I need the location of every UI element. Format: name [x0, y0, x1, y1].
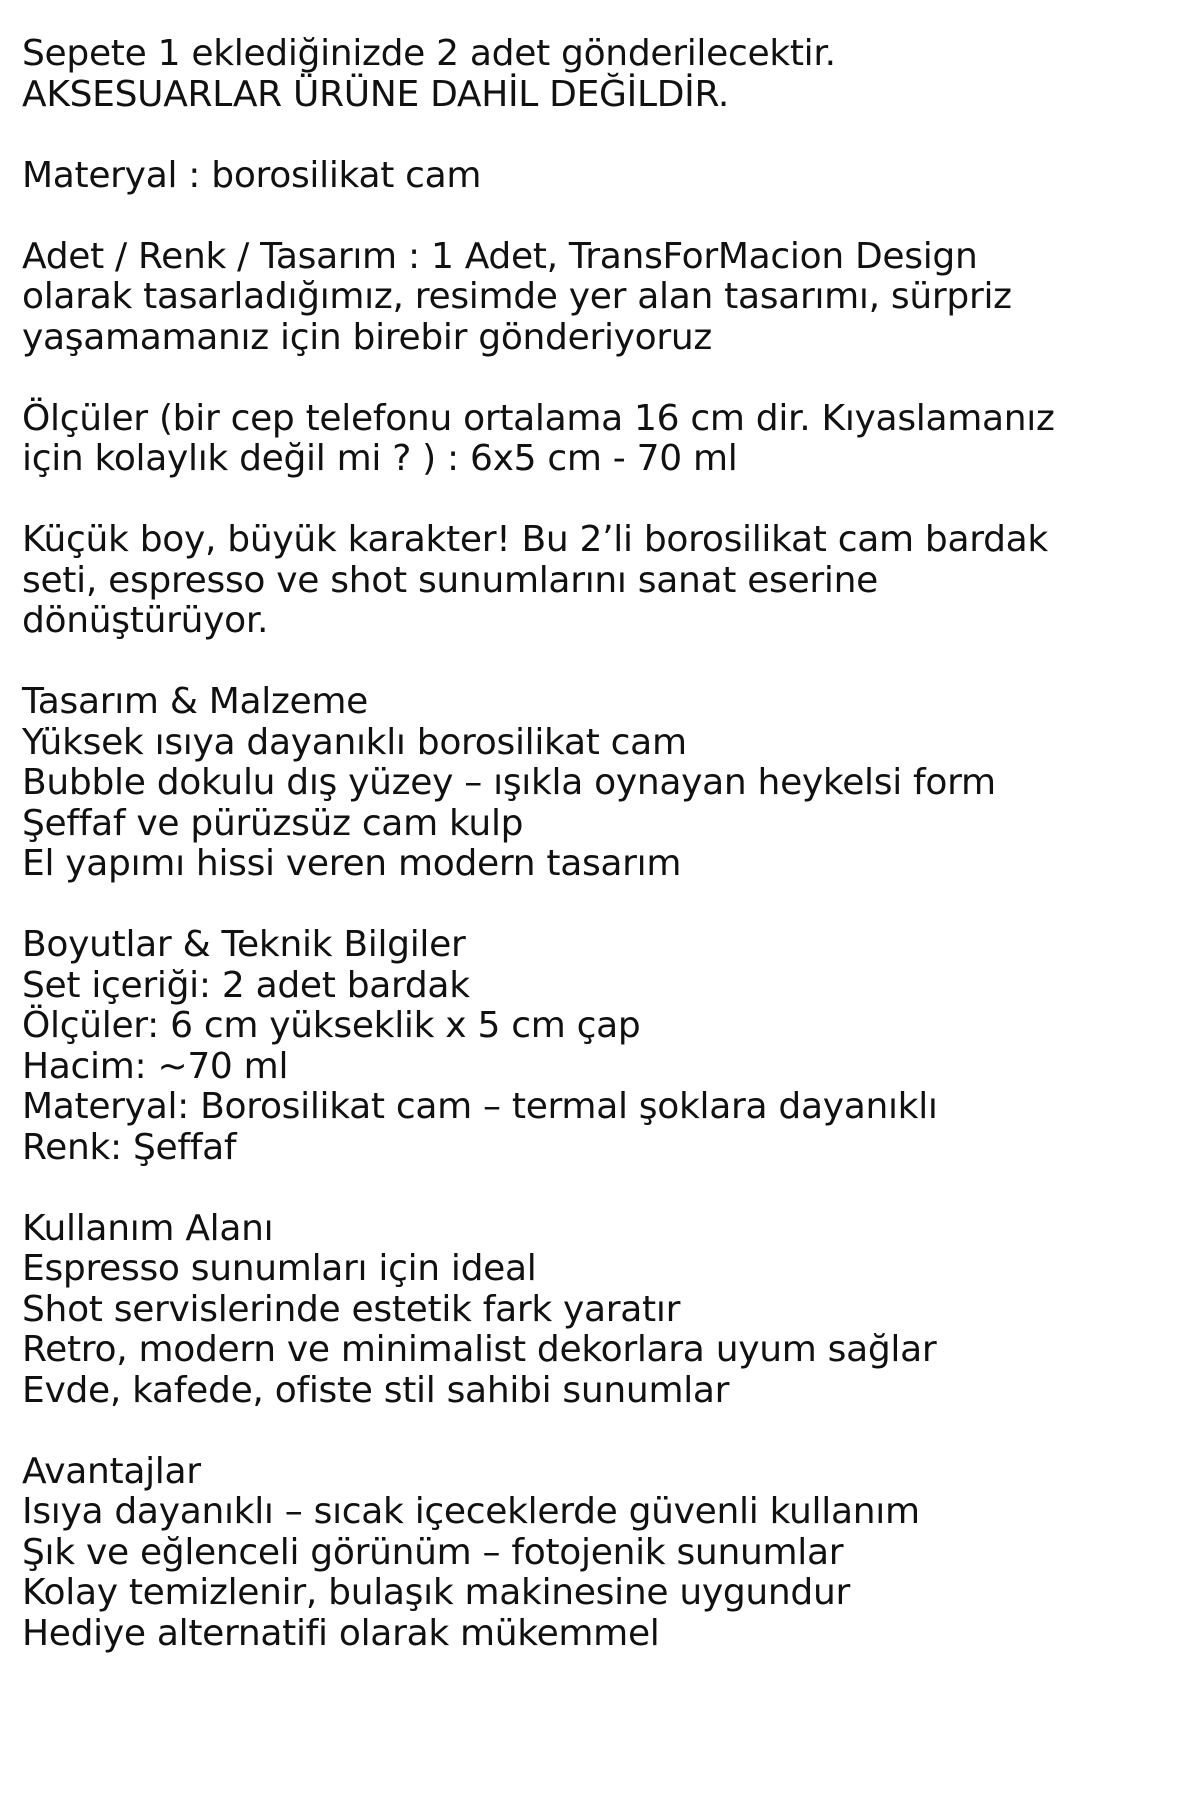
text-line: Materyal : borosilikat cam [22, 154, 482, 196]
text-line: Evde, kafede, ofiste stil sahibi sunumlar [22, 1369, 730, 1411]
text-line: Yüksek ısıya dayanıklı borosilikat cam [22, 721, 687, 763]
text-line: Isıya dayanıklı – sıcak içeceklerde güvenli kullanım [22, 1491, 920, 1532]
text-line: Hediye alternatifi olarak mükemmel [22, 1612, 660, 1654]
product-description [22, 34, 1182, 1695]
text-line: yaşamamanız için birebir gönderiyoruz [22, 316, 713, 358]
text-line: Şeffaf ve pürüzsüz cam kulp [22, 802, 524, 844]
text-line: AKSESUARLAR ÜRÜNE DAHİL DEĞİLDİR. [22, 73, 730, 115]
material-info [22, 156, 1182, 197]
quantity-design-info [22, 237, 1182, 359]
text-line: seti, espresso ve shot sunumlarını sanat eserine [22, 559, 878, 601]
text-line: Adet / Renk / Tasarım : 1 Adet, TransForMacion Design [22, 235, 978, 277]
text-line: Küçük boy, büyük karakter! Bu 2’li borosilikat cam bardak [22, 519, 1048, 560]
text-line: Sepete 1 eklediğinizde 2 adet gönderilecektir. [22, 33, 836, 74]
section-heading: Tasarım & Malzeme [22, 681, 369, 722]
text-line: Set içeriği: 2 adet bardak [22, 964, 470, 1006]
advantages-section [22, 1452, 1182, 1655]
text-line: El yapımı hissi veren modern tasarım [22, 843, 682, 884]
dimensions-info [22, 399, 1182, 480]
intro-paragraph [22, 520, 1182, 642]
shipping-notice [22, 34, 1182, 115]
section-heading: Boyutlar & Teknik Bilgiler [22, 924, 466, 965]
text-line: olarak tasarladığımız, resimde yer alan tasarımı, sürpriz [22, 276, 1012, 317]
technical-specs-section [22, 925, 1182, 1168]
text-line: için kolaylık değil mi ? ) : 6x5 cm - 70 ml [22, 438, 738, 479]
text-line: Ölçüler: 6 cm yükseklik x 5 cm çap [22, 1005, 641, 1046]
text-line: Hacim: ~70 ml [22, 1045, 289, 1087]
text-line: Shot servislerinde estetik fark yaratır [22, 1288, 681, 1330]
text-line: dönüştürüyor. [22, 600, 269, 641]
text-line: Şık ve eğlenceli görünüm – fotojenik sunumlar [22, 1531, 844, 1573]
text-line: Bubble dokulu dış yüzey – ışıkla oynayan heykelsi form [22, 762, 996, 803]
text-line: Kolay temizlenir, bulaşık makinesine uygundur [22, 1572, 851, 1613]
text-line: Materyal: Borosilikat cam – termal şoklara dayanıklı [22, 1086, 938, 1127]
text-line: Retro, modern ve minimalist dekorlara uyum sağlar [22, 1329, 937, 1370]
design-material-section [22, 682, 1182, 885]
text-line: Renk: Şeffaf [22, 1126, 237, 1168]
text-line: Espresso sunumları için ideal [22, 1248, 537, 1289]
text-line: Ölçüler (bir cep telefonu ortalama 16 cm dir. Kıyaslamanız [22, 397, 1055, 439]
section-heading: Avantajlar [22, 1450, 201, 1492]
usage-area-section [22, 1209, 1182, 1412]
section-heading: Kullanım Alanı [22, 1207, 274, 1249]
